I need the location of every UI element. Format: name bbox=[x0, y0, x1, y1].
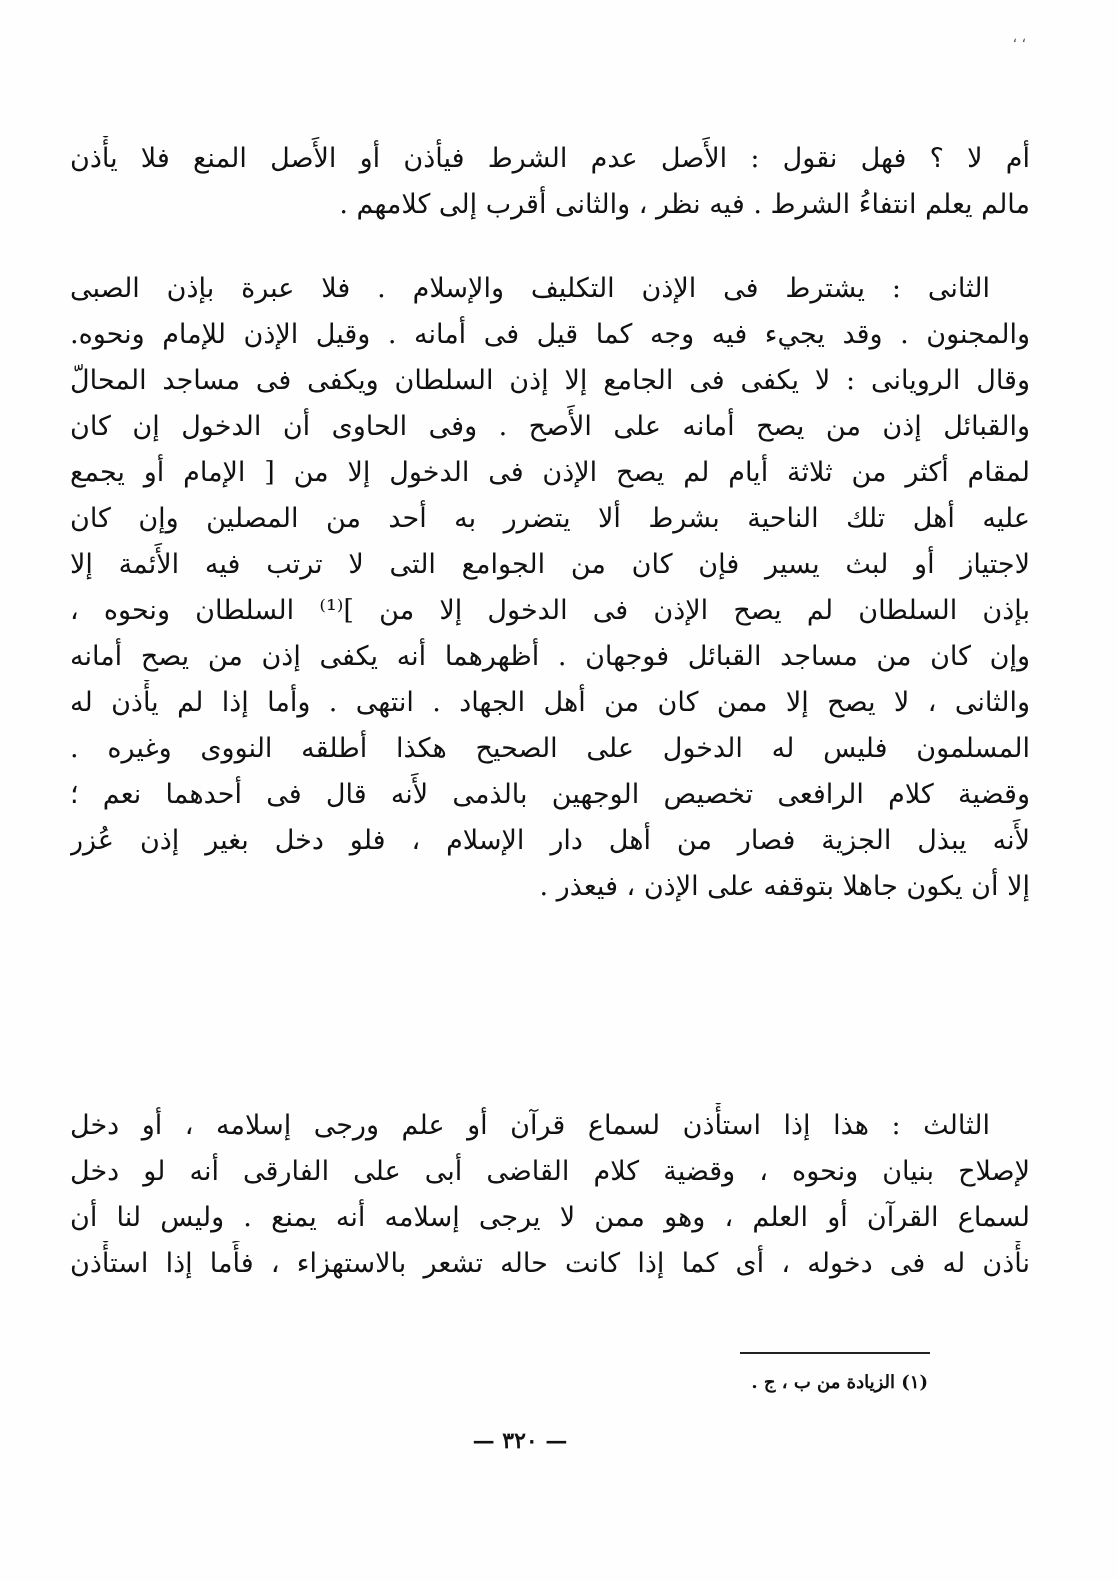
text-line: الثانى : يشترط فى الإذن التكليف والإسلام . فلا عبرة بإذن الصبى bbox=[70, 273, 990, 304]
paragraph-3 bbox=[70, 1103, 1030, 1287]
text-line: والمجنون . وقد يجيء فيه وجه كما قيل فى أمانه . وقيل الإذن للإمام ونحوه. bbox=[70, 319, 1030, 350]
text-line: مالم يعلم انتفاءُ الشرط . فيه نظر ، والثانى أقرب إلى كلامهم . bbox=[339, 189, 1030, 220]
text-line: وإن كان من مساجد القبائل فوجهان . أظهرهما أنه يكفى إذن من يصح أمانه bbox=[70, 641, 1030, 672]
text-line: بإذن السلطان لم يصح الإذن فى الدخول إلا من ]⁽¹⁾ السلطان ونحوه ، bbox=[70, 595, 1030, 626]
text-line: لاجتياز أو لبث يسير فإن كان من الجوامع التى لا ترتب فيه الأَئمة إلا bbox=[70, 549, 1030, 580]
text-line: الثالث : هذا إذا استأْذن لسماع قرآن أو علم ورجى إسلامه ، أو دخل bbox=[70, 1110, 990, 1141]
text-line: عليه أهل تلك الناحية بشرط ألا يتضرر به أحد من المصلين وإن كان bbox=[70, 503, 1030, 534]
text-line: وقال الرويانى : لا يكفى فى الجامع إلا إذن السلطان ويكفى فى مساجد المحالّ bbox=[70, 365, 1030, 396]
text-line: لسماع القرآن أو العلم ، وهو ممن لا يرجى إسلامه أنه يمنع . وليس لنا أن bbox=[70, 1202, 1030, 1233]
footnote-separator bbox=[740, 1352, 930, 1354]
page-number: — ٣٢٠ — bbox=[472, 1428, 568, 1454]
text-line: لمقام أكثر من ثلاثة أيام لم يصح الإذن فى الدخول إلا من [ الإمام أو يجمع bbox=[70, 457, 1030, 488]
text-line: والقبائل إذن من يصح أمانه على الأَصح . وفى الحاوى أن الدخول إن كان bbox=[70, 411, 1030, 442]
text-line: المسلمون فليس له الدخول على الصحيح هكذا أطلقه النووى وغيره . bbox=[70, 733, 1030, 764]
text-line: أم لا ؟ فهل نقول : الأَصل عدم الشرط فيأذن أو الأَصل المنع فلا يأْذن bbox=[70, 143, 1030, 174]
text-line: إلا أن يكون جاهلا بتوقفه على الإذن ، فيعذر . bbox=[539, 871, 1030, 902]
paragraph-1 bbox=[70, 136, 1030, 228]
footnote: (١) الزيادة من ب ، ج . bbox=[751, 1372, 928, 1393]
paragraph-2 bbox=[70, 266, 1030, 910]
text-line: وقضية كلام الرافعى تخصيص الوجهين بالذمى لأَنه قال فى أحدهما نعم ؛ bbox=[70, 779, 1030, 810]
corner-mark: ، ، bbox=[1012, 30, 1026, 46]
text-line: لإصلاح بنيان ونحوه ، وقضية كلام القاضى أبى على الفارقى أنه لو دخل bbox=[70, 1156, 1030, 1187]
text-line: نأْذن له فى دخوله ، أى كما إذا كانت حاله تشعر بالاستهزاء ، فأَما إذا استأْذن bbox=[70, 1248, 1030, 1279]
text-line: لأَنه يبذل الجزية فصار من أهل دار الإسلام ، فلو دخل بغير إذن عُزر bbox=[70, 825, 1030, 856]
text-line: والثانى ، لا يصح إلا ممن كان من أهل الجهاد . انتهى . وأما إذا لم يأْذن له bbox=[70, 687, 1030, 718]
